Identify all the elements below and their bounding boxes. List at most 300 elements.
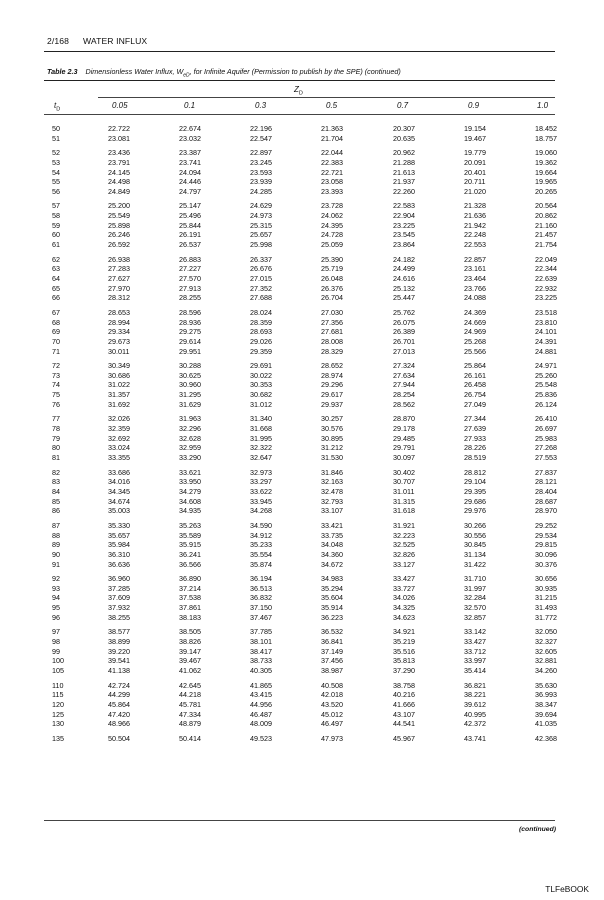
row-group	[0, 414, 604, 462]
value-cell: 26.191	[179, 230, 201, 240]
value-cell: 32.478	[321, 486, 343, 496]
td-cell: 135	[52, 733, 64, 743]
value-cell: 28.254	[393, 390, 415, 400]
value-cell: 21.942	[464, 220, 486, 230]
value-cell: 28.970	[535, 506, 557, 516]
value-cell: 24.145	[108, 167, 130, 177]
value-cell: 25.315	[250, 220, 272, 230]
value-cell: 26.075	[393, 317, 415, 327]
row-group	[0, 148, 604, 196]
value-cell: 28.653	[108, 307, 130, 317]
value-cell: 24.973	[250, 211, 272, 221]
value-cell: 38.505	[179, 627, 201, 637]
value-cell: 25.864	[464, 361, 486, 371]
value-cell: 27.013	[393, 346, 415, 356]
value-cell: 31.357	[108, 390, 130, 400]
td-cell: 73	[52, 370, 60, 380]
row-group	[0, 521, 604, 569]
value-cell: 28.936	[179, 317, 201, 327]
value-cell: 28.812	[464, 467, 486, 477]
value-cell: 22.547	[250, 133, 272, 143]
value-cell: 28.329	[321, 346, 343, 356]
value-cell: 31.692	[108, 399, 130, 409]
value-cell: 33.290	[179, 453, 201, 463]
value-cell: 33.727	[393, 583, 415, 593]
value-cell: 22.583	[393, 201, 415, 211]
value-cell: 39.220	[108, 646, 130, 656]
value-cell: 23.766	[464, 283, 486, 293]
value-cell: 37.861	[179, 603, 201, 613]
table-row	[0, 221, 604, 231]
table-row	[0, 540, 604, 550]
td-cell: 61	[52, 240, 60, 250]
value-cell: 33.024	[108, 443, 130, 453]
value-cell: 31.963	[179, 414, 201, 424]
table-row	[0, 211, 604, 221]
value-cell: 21.020	[464, 186, 486, 196]
value-cell: 29.691	[250, 361, 272, 371]
value-cell: 30.556	[464, 530, 486, 540]
value-cell: 25.548	[535, 380, 557, 390]
value-cell: 34.921	[393, 627, 415, 637]
value-cell: 29.178	[393, 424, 415, 434]
value-cell: 30.682	[250, 390, 272, 400]
value-cell: 27.837	[535, 467, 557, 477]
table-row	[0, 613, 604, 623]
td-cell: 68	[52, 317, 60, 327]
value-cell: 27.913	[179, 283, 201, 293]
td-cell: 64	[52, 274, 60, 284]
row-group	[0, 124, 604, 143]
value-cell: 30.288	[179, 361, 201, 371]
value-cell: 22.904	[393, 211, 415, 221]
table-row	[0, 453, 604, 463]
header-rule	[44, 51, 555, 52]
value-cell: 25.447	[393, 293, 415, 303]
value-cell: 47.420	[108, 709, 130, 719]
column-header: 0.05	[112, 101, 128, 110]
value-cell: 29.395	[464, 486, 486, 496]
value-cell: 29.296	[321, 380, 343, 390]
value-cell: 18.452	[535, 124, 557, 133]
value-cell: 25.059	[321, 240, 343, 250]
value-cell: 42.018	[321, 690, 343, 700]
td-cell: 69	[52, 327, 60, 337]
value-cell: 31.012	[250, 399, 272, 409]
value-cell: 22.857	[464, 254, 486, 264]
value-cell: 36.821	[464, 680, 486, 690]
table-row	[0, 255, 604, 265]
value-cell: 30.935	[535, 583, 557, 593]
value-cell: 21.328	[464, 201, 486, 211]
value-cell: 45.967	[393, 733, 415, 743]
td-cell: 74	[52, 380, 60, 390]
td-cell: 97	[52, 627, 60, 637]
td-cell: 75	[52, 390, 60, 400]
value-cell: 36.241	[179, 549, 201, 559]
value-cell: 32.605	[535, 646, 557, 656]
value-cell: 25.200	[108, 201, 130, 211]
td-cell: 70	[52, 336, 60, 346]
value-cell: 24.669	[464, 317, 486, 327]
value-cell: 33.686	[108, 467, 130, 477]
value-cell: 30.895	[321, 433, 343, 443]
value-cell: 41.035	[535, 719, 557, 729]
value-cell: 42.372	[464, 719, 486, 729]
value-cell: 37.285	[108, 583, 130, 593]
value-cell: 30.266	[464, 520, 486, 530]
td-cell: 89	[52, 540, 60, 550]
td-cell: 110	[52, 680, 64, 690]
value-cell: 27.030	[321, 307, 343, 317]
value-cell: 20.564	[535, 201, 557, 211]
value-cell: 35.330	[108, 520, 130, 530]
value-cell: 28.693	[250, 327, 272, 337]
value-cell: 39.147	[179, 646, 201, 656]
value-cell: 36.310	[108, 549, 130, 559]
td-cell: 86	[52, 506, 60, 516]
td-cell: 65	[52, 283, 60, 293]
value-cell: 29.614	[179, 336, 201, 346]
value-cell: 26.458	[464, 380, 486, 390]
value-cell: 31.422	[464, 559, 486, 569]
value-cell: 33.427	[393, 574, 415, 584]
value-cell: 32.628	[179, 433, 201, 443]
value-cell: 36.566	[179, 559, 201, 569]
td-cell: 98	[52, 636, 60, 646]
value-cell: 21.754	[535, 240, 557, 250]
value-cell: 34.345	[108, 486, 130, 496]
td-cell: 96	[52, 612, 60, 622]
value-cell: 26.376	[321, 283, 343, 293]
value-cell: 26.124	[535, 399, 557, 409]
page-header	[47, 36, 147, 46]
value-cell: 38.221	[464, 690, 486, 700]
value-cell: 34.674	[108, 496, 130, 506]
value-cell: 30.011	[108, 346, 130, 356]
value-cell: 28.255	[179, 293, 201, 303]
table-row	[0, 593, 604, 603]
value-cell: 31.710	[464, 574, 486, 584]
row-group	[0, 734, 604, 744]
td-cell: 94	[52, 593, 60, 603]
value-cell: 22.932	[535, 283, 557, 293]
value-cell: 32.959	[179, 443, 201, 453]
value-cell: 35.604	[321, 593, 343, 603]
value-cell: 24.499	[393, 264, 415, 274]
row-group	[0, 201, 604, 249]
td-cell: 67	[52, 307, 60, 317]
value-cell: 30.096	[535, 549, 557, 559]
value-cell: 39.694	[535, 709, 557, 719]
table-row	[0, 443, 604, 453]
value-cell: 26.048	[321, 274, 343, 284]
td-cell: 56	[52, 186, 60, 196]
table-row	[0, 531, 604, 541]
value-cell: 24.971	[535, 361, 557, 371]
value-cell: 35.233	[250, 540, 272, 550]
table-row	[0, 627, 604, 637]
value-cell: 41.138	[108, 666, 130, 676]
column-header: 0.1	[184, 101, 196, 110]
value-cell: 43.741	[464, 733, 486, 743]
value-cell: 25.898	[108, 220, 130, 230]
value-cell: 29.026	[250, 336, 272, 346]
value-cell: 27.344	[464, 414, 486, 424]
value-cell: 26.883	[179, 254, 201, 264]
value-cell: 28.312	[108, 293, 130, 303]
value-cell: 25.147	[179, 201, 201, 211]
row-group	[0, 468, 604, 516]
row-group	[0, 308, 604, 356]
value-cell: 42.368	[535, 733, 557, 743]
value-cell: 34.016	[108, 477, 130, 487]
value-cell: 23.518	[535, 307, 557, 317]
value-cell: 31.215	[535, 593, 557, 603]
value-cell: 22.260	[393, 186, 415, 196]
value-cell: 21.288	[393, 157, 415, 167]
value-cell: 28.596	[179, 307, 201, 317]
value-cell: 46.487	[250, 709, 272, 719]
value-cell: 30.353	[250, 380, 272, 390]
value-cell: 44.541	[393, 719, 415, 729]
value-cell: 40.508	[321, 680, 343, 690]
td-cell: 95	[52, 603, 60, 613]
value-cell: 32.296	[179, 424, 201, 434]
value-cell: 40.995	[464, 709, 486, 719]
value-cell: 38.347	[535, 699, 557, 709]
value-cell: 36.636	[108, 559, 130, 569]
value-cell: 28.121	[535, 477, 557, 487]
table-row	[0, 264, 604, 274]
value-cell: 29.686	[464, 496, 486, 506]
value-cell: 31.997	[464, 583, 486, 593]
table-label: Table 2.3	[47, 67, 78, 76]
td-cell: 88	[52, 530, 60, 540]
value-cell: 23.741	[179, 157, 201, 167]
td-cell: 55	[52, 177, 60, 187]
table-row	[0, 414, 604, 424]
value-cell: 26.537	[179, 240, 201, 250]
value-cell: 27.970	[108, 283, 130, 293]
table-row	[0, 690, 604, 700]
value-cell: 29.252	[535, 520, 557, 530]
value-cell: 37.214	[179, 583, 201, 593]
value-cell: 42.645	[179, 680, 201, 690]
value-cell: 35.219	[393, 636, 415, 646]
value-cell: 27.268	[535, 443, 557, 453]
value-cell: 39.612	[464, 699, 486, 709]
value-cell: 26.704	[321, 293, 343, 303]
value-cell: 27.944	[393, 380, 415, 390]
value-cell: 24.391	[535, 336, 557, 346]
value-cell: 23.939	[250, 177, 272, 187]
td-cell: 100	[52, 656, 64, 666]
value-cell: 32.857	[464, 612, 486, 622]
value-cell: 33.712	[464, 646, 486, 656]
value-cell: 22.196	[250, 124, 272, 133]
value-cell: 23.728	[321, 201, 343, 211]
value-cell: 26.161	[464, 370, 486, 380]
value-cell: 20.401	[464, 167, 486, 177]
value-cell: 37.467	[250, 612, 272, 622]
value-cell: 27.227	[179, 264, 201, 274]
table-row	[0, 424, 604, 434]
value-cell: 22.639	[535, 274, 557, 284]
value-cell: 20.635	[393, 133, 415, 143]
value-cell: 35.813	[393, 656, 415, 666]
td-cell: 57	[52, 201, 60, 211]
value-cell: 41.865	[250, 680, 272, 690]
table-row	[0, 560, 604, 570]
value-cell: 19.154	[464, 124, 486, 133]
value-cell: 44.299	[108, 690, 130, 700]
value-cell: 27.049	[464, 399, 486, 409]
value-cell: 34.672	[321, 559, 343, 569]
value-cell: 20.091	[464, 157, 486, 167]
value-cell: 19.362	[535, 157, 557, 167]
td-cell: 62	[52, 254, 60, 264]
td-cell: 63	[52, 264, 60, 274]
value-cell: 33.355	[108, 453, 130, 463]
value-cell: 26.701	[393, 336, 415, 346]
value-cell: 25.260	[535, 370, 557, 380]
value-cell: 35.915	[179, 540, 201, 550]
value-cell: 30.349	[108, 361, 130, 371]
value-cell: 40.216	[393, 690, 415, 700]
value-cell: 30.707	[393, 477, 415, 487]
zd-header: $Z_D$	[294, 85, 303, 97]
value-cell: 31.668	[250, 424, 272, 434]
value-cell: 23.791	[108, 157, 130, 167]
value-cell: 24.285	[250, 186, 272, 196]
value-cell: 27.356	[321, 317, 343, 327]
table-row	[0, 681, 604, 691]
td-cell: 125	[52, 709, 64, 719]
value-cell: 50.414	[179, 733, 201, 743]
value-cell: 28.024	[250, 307, 272, 317]
value-cell: 27.639	[464, 424, 486, 434]
table-row	[0, 710, 604, 720]
value-cell: 28.519	[464, 453, 486, 463]
value-cell: 35.984	[108, 540, 130, 550]
value-cell: 29.976	[464, 506, 486, 516]
value-cell: 28.008	[321, 336, 343, 346]
value-cell: 25.549	[108, 211, 130, 221]
value-cell: 35.874	[250, 559, 272, 569]
td-cell: 120	[52, 699, 64, 709]
value-cell: 27.634	[393, 370, 415, 380]
value-cell: 36.841	[321, 636, 343, 646]
zd-rule	[98, 97, 555, 98]
value-cell: 23.436	[108, 148, 130, 158]
table-row	[0, 293, 604, 303]
value-cell: 24.369	[464, 307, 486, 317]
value-cell: 23.225	[393, 220, 415, 230]
value-cell: 31.530	[321, 453, 343, 463]
value-cell: 32.327	[535, 636, 557, 646]
value-cell: 29.485	[393, 433, 415, 443]
value-cell: 32.223	[393, 530, 415, 540]
value-cell: 27.688	[250, 293, 272, 303]
value-cell: 41.666	[393, 699, 415, 709]
value-cell: 24.498	[108, 177, 130, 187]
value-cell: 20.862	[535, 211, 557, 221]
td-cell: 59	[52, 220, 60, 230]
value-cell: 34.912	[250, 530, 272, 540]
table-row	[0, 361, 604, 371]
column-header: 0.3	[255, 101, 267, 110]
value-cell: 33.945	[250, 496, 272, 506]
value-cell: 39.541	[108, 656, 130, 666]
value-cell: 32.284	[464, 593, 486, 603]
value-cell: 31.315	[393, 496, 415, 506]
value-cell: 31.846	[321, 467, 343, 477]
table-row	[0, 637, 604, 647]
value-cell: 34.590	[250, 520, 272, 530]
value-cell: 31.134	[464, 549, 486, 559]
value-cell: 37.290	[393, 666, 415, 676]
table-row	[0, 327, 604, 337]
td-cell: 80	[52, 443, 60, 453]
value-cell: 49.523	[250, 733, 272, 743]
td-cell: 85	[52, 496, 60, 506]
value-cell: 32.163	[321, 477, 343, 487]
value-cell: 38.987	[321, 666, 343, 676]
value-cell: 36.194	[250, 574, 272, 584]
value-cell: 22.674	[179, 124, 201, 133]
value-cell: 38.899	[108, 636, 130, 646]
td-cell: 71	[52, 346, 60, 356]
value-cell: 33.107	[321, 506, 343, 516]
column-header: 1.0	[537, 101, 549, 110]
table-row	[0, 434, 604, 444]
value-cell: 35.914	[321, 603, 343, 613]
value-cell: 22.248	[464, 230, 486, 240]
value-cell: 24.728	[321, 230, 343, 240]
value-cell: 33.127	[393, 559, 415, 569]
value-cell: 30.845	[464, 540, 486, 550]
table-row	[0, 400, 604, 410]
value-cell: 38.101	[250, 636, 272, 646]
value-cell: 36.993	[535, 690, 557, 700]
value-cell: 38.255	[108, 612, 130, 622]
column-header: 0.9	[468, 101, 480, 110]
value-cell: 24.088	[464, 293, 486, 303]
value-cell: 33.735	[321, 530, 343, 540]
value-cell: 29.937	[321, 399, 343, 409]
value-cell: 19.467	[464, 133, 486, 143]
value-cell: 21.363	[321, 124, 343, 133]
value-cell: 35.516	[393, 646, 415, 656]
value-cell: 19.779	[464, 148, 486, 158]
value-cell: 45.864	[108, 699, 130, 709]
value-cell: 35.414	[464, 666, 486, 676]
value-cell: 24.969	[464, 327, 486, 337]
value-cell: 34.983	[321, 574, 343, 584]
value-cell: 19.060	[535, 148, 557, 158]
td-cell: 83	[52, 477, 60, 487]
value-cell: 25.390	[321, 254, 343, 264]
value-cell: 36.513	[250, 583, 272, 593]
value-cell: 21.613	[393, 167, 415, 177]
value-cell: 35.554	[250, 549, 272, 559]
value-cell: 43.107	[393, 709, 415, 719]
value-cell: 24.094	[179, 167, 201, 177]
value-cell: 31.212	[321, 443, 343, 453]
value-cell: 36.223	[321, 612, 343, 622]
value-cell: 23.161	[464, 264, 486, 274]
